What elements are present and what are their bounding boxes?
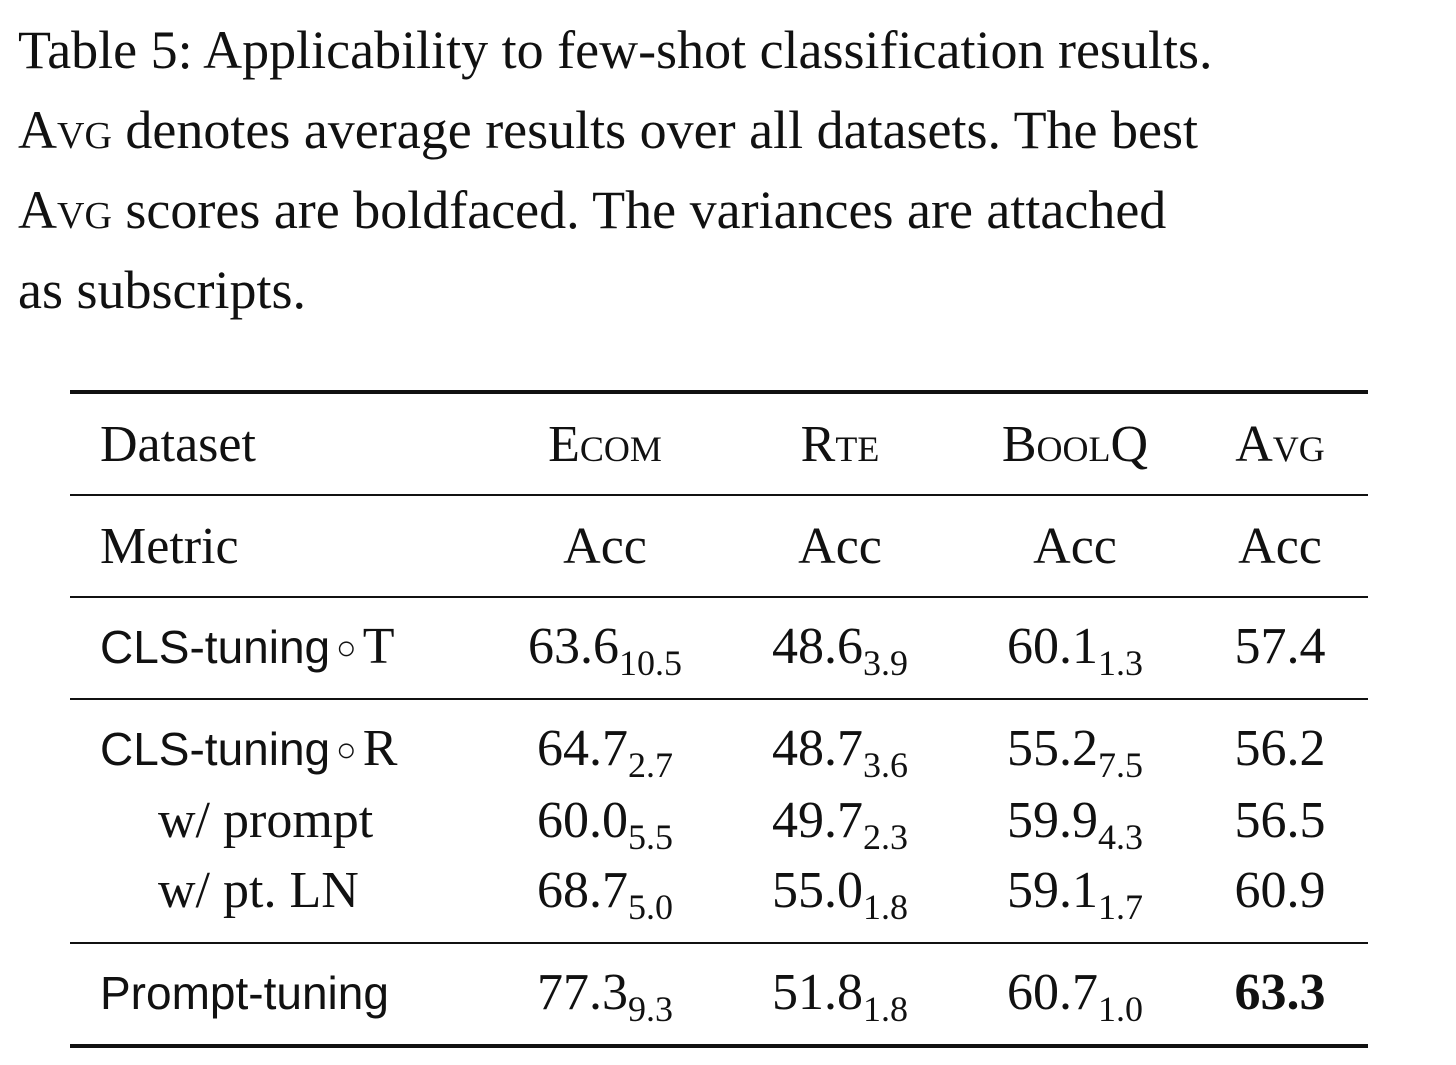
header-col-ecom: Ecom <box>548 416 662 473</box>
score-cell: $60.7_{1.0}$ <box>1007 964 1143 1029</box>
method-name: CLS-tuning <box>100 621 331 673</box>
header-col-avg: Avg <box>1235 416 1325 473</box>
avg-cell-best: 63.3 <box>1234 964 1326 1021</box>
caption-avg-term: Avg <box>18 180 112 240</box>
method-name: w/ prompt <box>158 792 374 849</box>
method-name: Prompt-tuning <box>100 967 389 1019</box>
caption-line-3-text: scores are boldfaced. The variances are attached <box>111 180 1167 240</box>
metric-value: Acc <box>1033 518 1117 575</box>
score-cell: $59.1_{1.7}$ <box>1007 862 1143 927</box>
score-cell: $63.6_{10.5}$ <box>528 618 682 683</box>
table-row <box>70 786 1368 856</box>
table-row <box>70 856 1368 926</box>
top-rule <box>70 390 1368 394</box>
metric-value: Acc <box>798 518 882 575</box>
header-row <box>70 410 1368 480</box>
table-row <box>70 612 1368 682</box>
header-rule <box>70 494 1368 496</box>
table-row <box>70 714 1368 784</box>
table-caption <box>18 10 1443 330</box>
method-name: CLS-tuning <box>100 723 331 775</box>
metric-row <box>70 512 1368 582</box>
method-suffix: R <box>362 720 398 777</box>
compose-circle-icon: ○ <box>336 732 357 769</box>
metric-value: Acc <box>1238 518 1322 575</box>
method-name: w/ pt. LN <box>158 862 359 919</box>
group-rule <box>70 698 1368 700</box>
group-rule <box>70 942 1368 944</box>
table-row <box>70 958 1368 1028</box>
avg-cell: 60.9 <box>1234 862 1326 919</box>
score-cell: $60.0_{5.5}$ <box>537 792 673 857</box>
header-col-boolq: BoolQ <box>1001 416 1149 473</box>
caption-line-2-text: denotes average results over all datasets. The best <box>111 100 1199 160</box>
score-cell: $60.1_{1.3}$ <box>1007 618 1143 683</box>
score-cell: $48.6_{3.9}$ <box>772 618 908 683</box>
avg-cell: 56.5 <box>1234 792 1326 849</box>
caption-line-1: Table 5: Applicability to few-shot classification results. <box>18 20 1213 80</box>
header-col-rte: Rte <box>800 416 880 473</box>
caption-line-4: as subscripts. <box>18 260 306 320</box>
metric-label: Metric <box>100 518 239 575</box>
score-cell: $55.2_{7.5}$ <box>1007 720 1143 785</box>
score-cell: $51.8_{1.8}$ <box>772 964 908 1029</box>
avg-cell: 56.2 <box>1234 720 1326 777</box>
score-cell: $64.7_{2.7}$ <box>537 720 673 785</box>
score-cell: $59.9_{4.3}$ <box>1007 792 1143 857</box>
metric-rule <box>70 596 1368 598</box>
score-cell: $48.7_{3.6}$ <box>772 720 908 785</box>
score-cell: $77.3_{9.3}$ <box>537 964 673 1029</box>
method-cell <box>100 612 394 682</box>
metric-value: Acc <box>563 518 647 575</box>
bottom-rule <box>70 1044 1368 1048</box>
header-dataset-label: Dataset <box>100 416 256 473</box>
score-cell: $49.7_{2.3}$ <box>772 792 908 857</box>
method-cell <box>100 714 397 784</box>
caption-avg-term: Avg <box>18 100 112 160</box>
caption-line-2 <box>18 90 1443 170</box>
compose-circle-icon: ○ <box>336 630 357 667</box>
score-cell: $68.7_{5.0}$ <box>537 862 673 927</box>
caption-line-3 <box>18 170 1443 250</box>
avg-cell: 57.4 <box>1234 618 1326 675</box>
method-suffix: T <box>362 618 395 675</box>
score-cell: $55.0_{1.8}$ <box>772 862 908 927</box>
